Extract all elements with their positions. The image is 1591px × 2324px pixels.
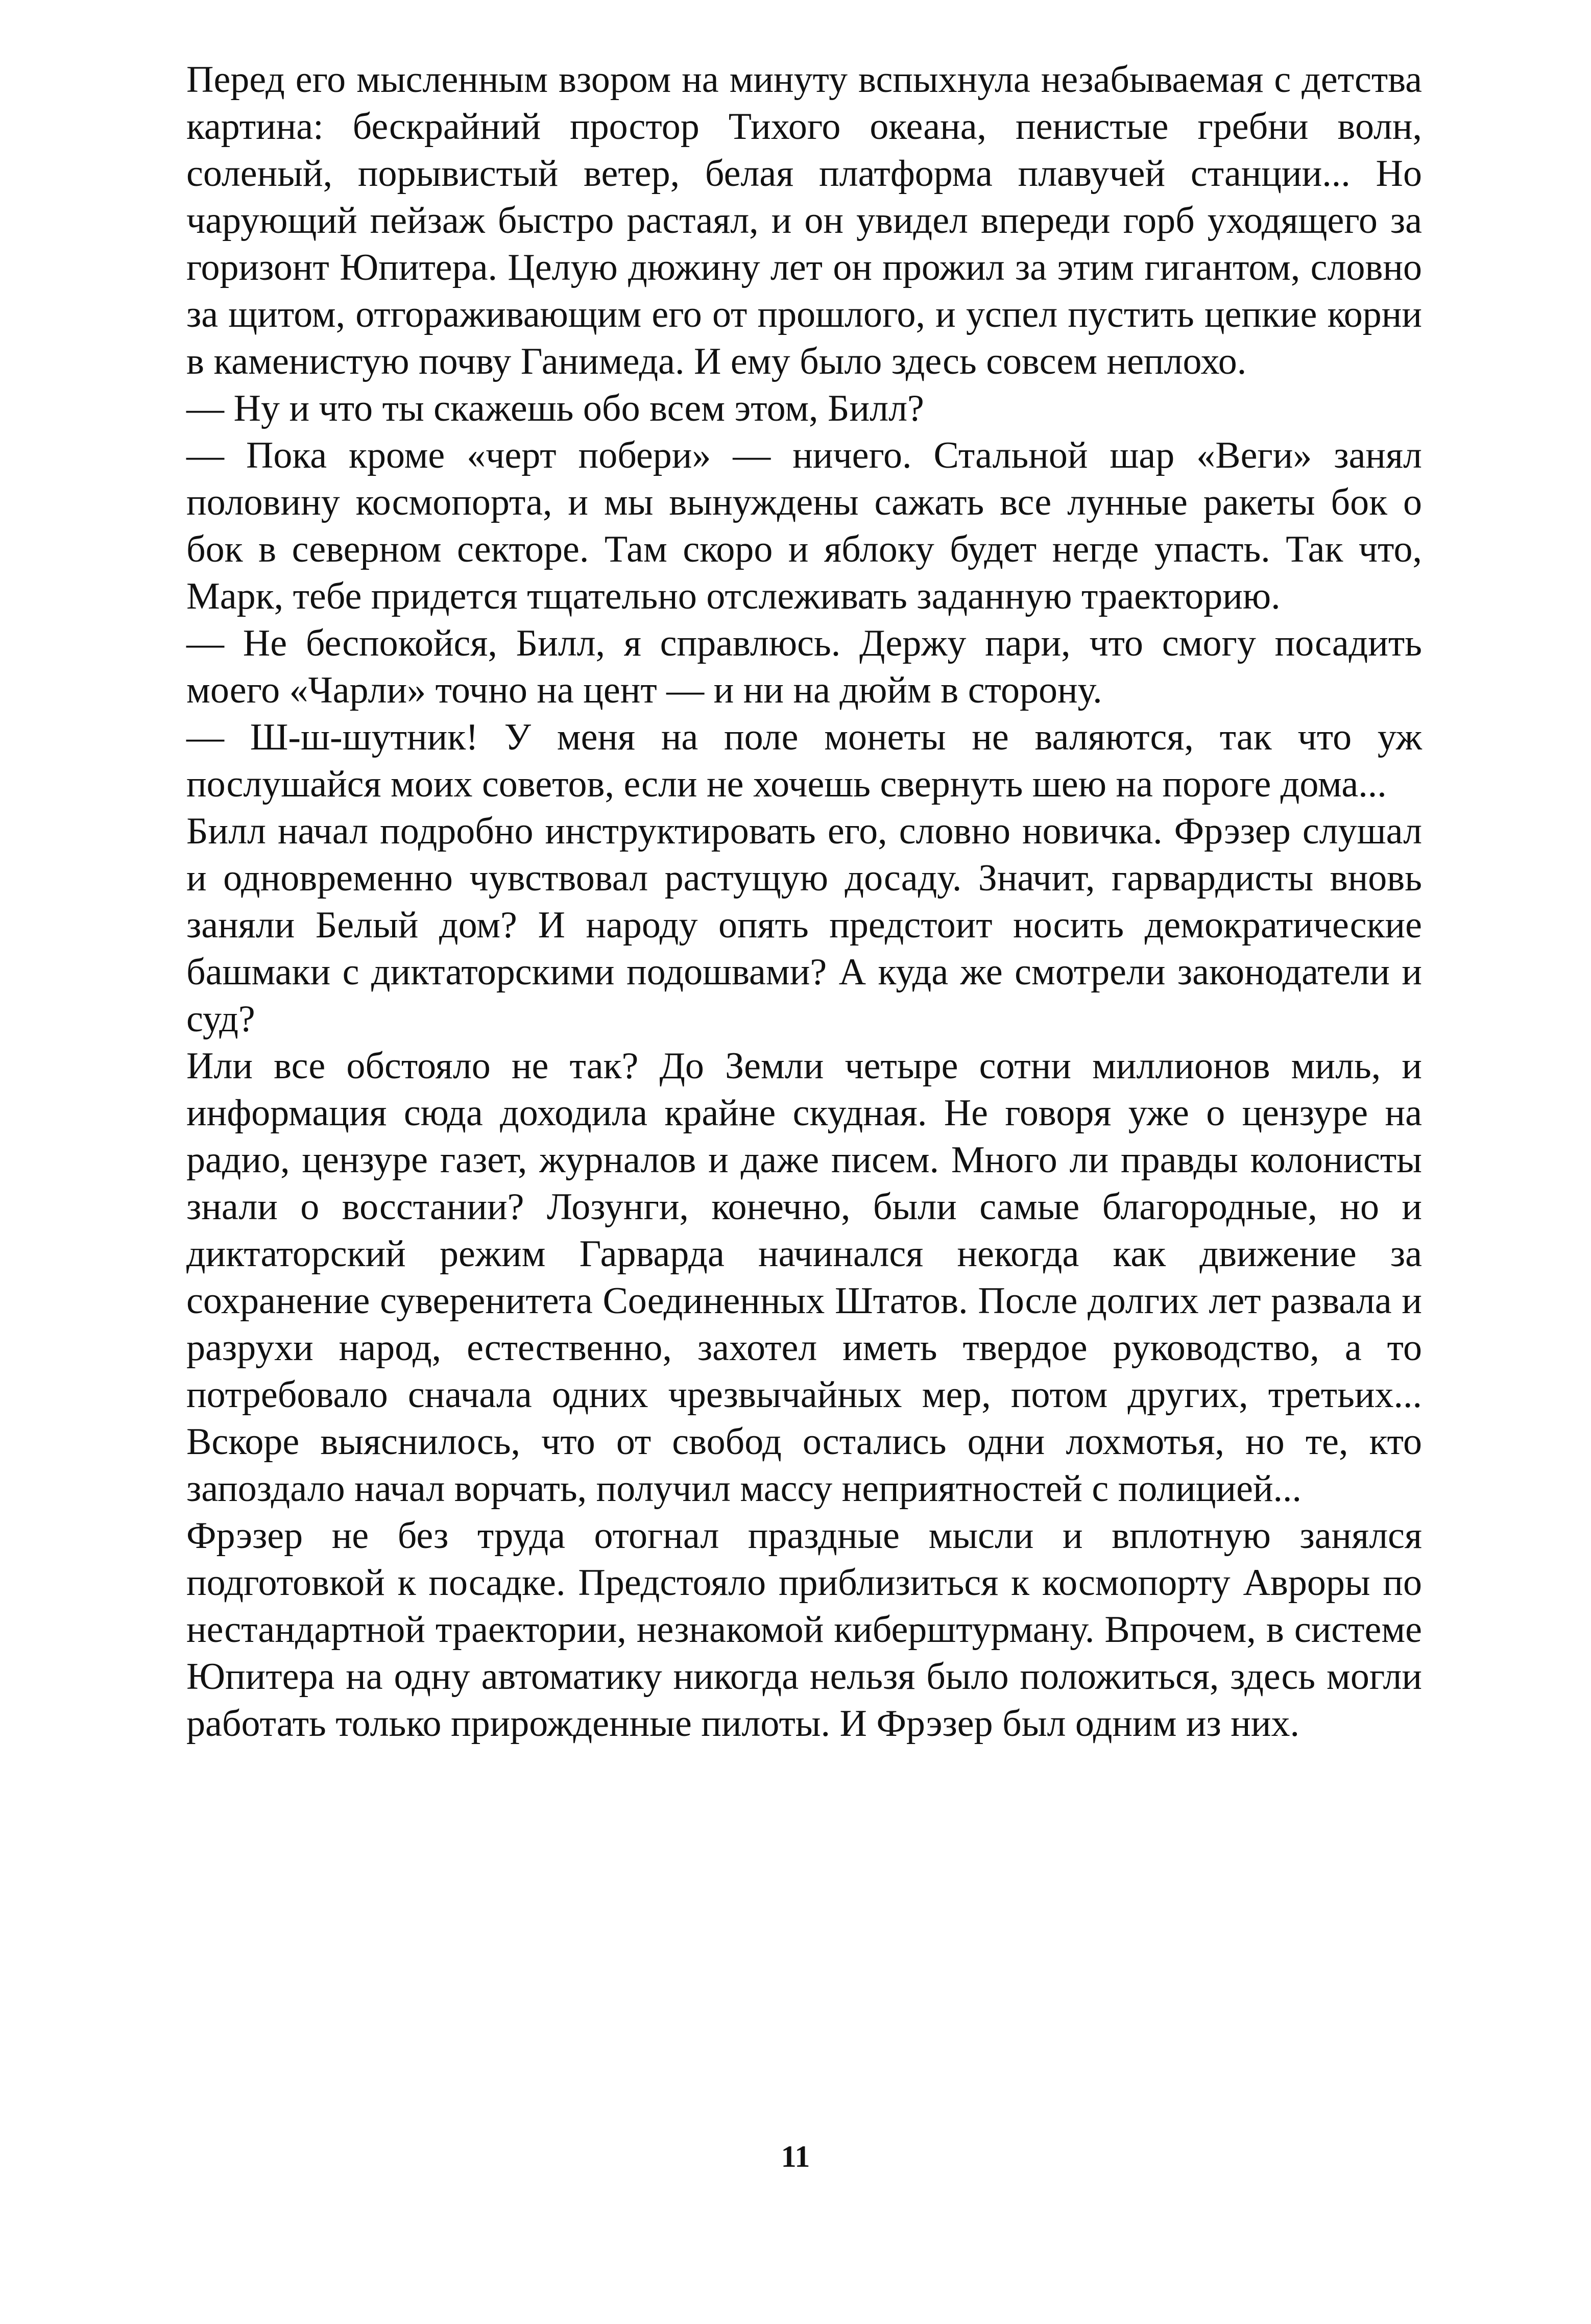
paragraph-4: Фрэзер не без труда отогнал праздные мысли и вплотную занялся подготовкой к посадке. Предстояло приблизиться к космопорту Авроры по нестандартной траектории, незнакомой киберштурману. Впрочем, в системе Юпитера на одну автоматику никогда нельзя было положиться, здесь могли работать только прирожденные пилоты. И Фрэзер был одним из них.: [186, 1515, 1422, 1745]
page-body: [186, 56, 1422, 1747]
dialogue-line-3: — Не беспокойся, Билл, я справлюсь. Держу пари, что смогу посадить моего «Чарли» точно на цент — и ни на дюйм в сторону.: [186, 622, 1422, 711]
dialogue-line-4: — Ш-ш-шутник! У меня на поле монеты не валяются, так что уж послушайся моих советов, если не хочешь свернуть шею на пороге дома...: [186, 716, 1422, 805]
paragraph-3: Или все обстояло не так? До Земли четыре сотни миллионов миль, и информация сюда доходила крайне скудная. Не говоря уже о цензуре на радио, цензуре газет, журналов и даже писем. Много ли правды колонисты знали о восстании? Лозунги, конечно, были самые благородные, но и диктаторский режим Гарварда начинался некогда как движение за сохранение суверенитета Соединенных Штатов. После долгих лет развала и разрухи народ, естественно, захотел иметь твердое руководство, а то потребовало сначала одних чрезвычайных мер, потом других, третьих... Вскоре выяснилось, что от свобод остались одни лохмотья, но те, кто запоздало начал ворчать, получил массу неприятностей с полицией...: [186, 1045, 1422, 1510]
dialogue-line-1: — Ну и что ты скажешь обо всем этом, Билл?: [186, 388, 924, 429]
paragraph-2: Билл начал подробно инструктировать его, словно новичка. Фрэзер слушал и одновременно чувствовал растущую досаду. Значит, гарвардисты вновь заняли Белый дом? И народу опять предстоит носить демократические башмаки с диктаторскими подошвами? А куда же смотрели законодатели и суд?: [186, 810, 1422, 1040]
paragraph-1: Перед его мысленным взором на минуту вспыхнула незабываемая с детства картина: бескрайний простор Тихого океана, пенистые гребни волн, соленый, порывистый ветер, белая платформа плавучей станции... Но чарующий пейзаж быстро растаял, и он увидел впереди горб уходящего за горизонт Юпитера. Целую дюжину лет он прожил за этим гигантом, словно за щитом, отгораживающим его от прошлого, и успел пустить цепкие корни в каменистую почву Ганимеда. И ему было здесь совсем неплохо.: [186, 59, 1422, 382]
dialogue-line-2: — Пока кроме «черт побери» — ничего. Стальной шар «Веги» занял половину космопорта, и мы вынуждены сажать все лунные ракеты бок о бок в северном секторе. Там скоро и яблоку будет негде упасть. Так что, Марк, тебе придется тщательно отслеживать заданную траекторию.: [186, 434, 1422, 617]
page-number: 11: [781, 2140, 810, 2173]
